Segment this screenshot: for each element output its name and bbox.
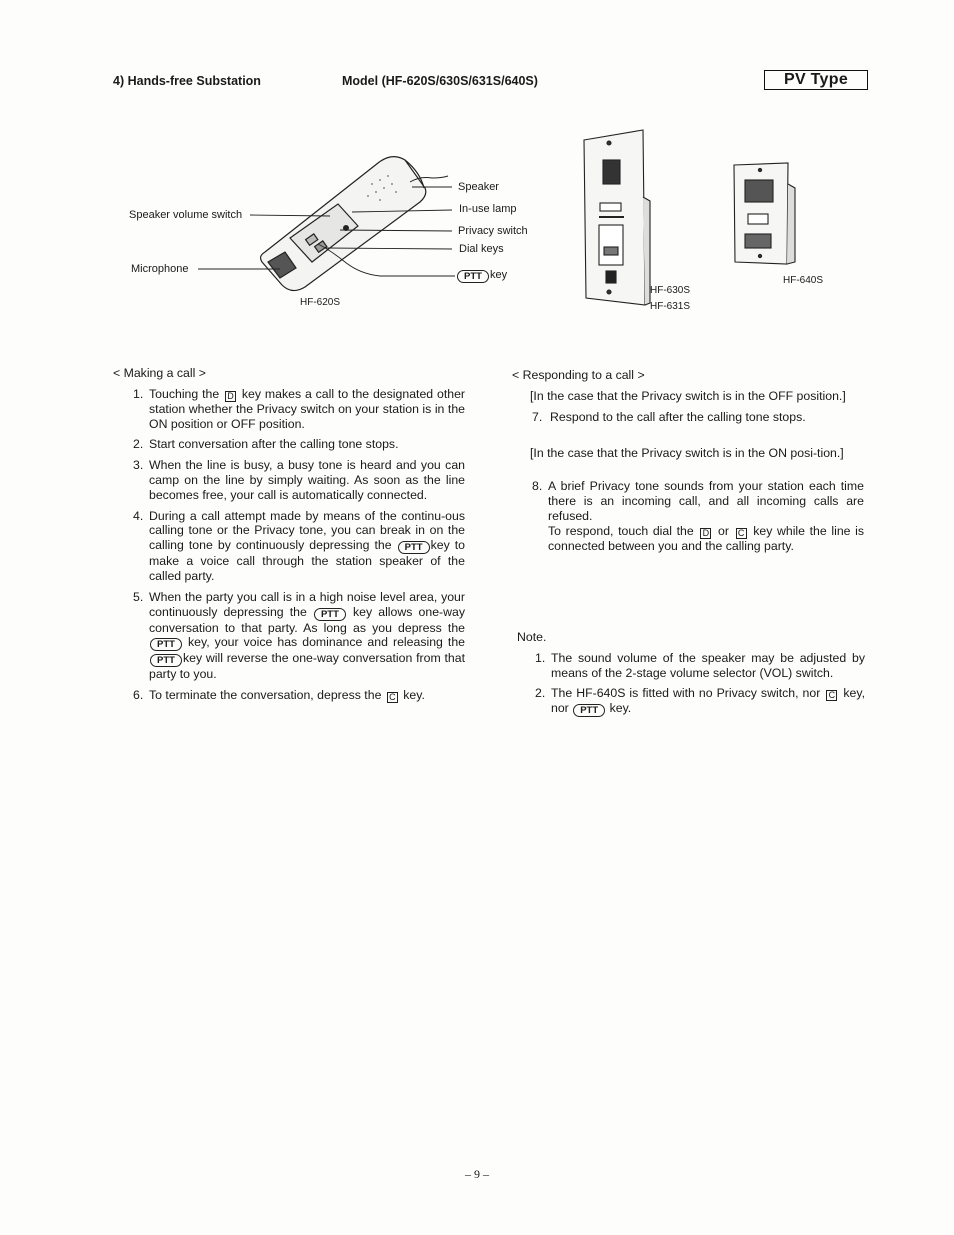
list-item: 3. When the line is busy, a busy tone is heard and you can camp on the line by simply waiting. As soon as the line becomes free, your call is automatically connected. <box>133 458 465 502</box>
ptt-key-symbol: PTT <box>150 654 182 667</box>
label-privacy-switch: Privacy switch <box>458 225 528 237</box>
ptt-key-symbol: PTT <box>573 704 605 717</box>
dial-key-icon: D <box>225 391 236 402</box>
label-in-use-lamp: In-use lamp <box>459 203 517 215</box>
model-title: Model (HF-620S/630S/631S/640S) <box>342 74 538 88</box>
label-ptt-key <box>456 269 507 283</box>
label-speaker-volume-switch: Speaker volume switch <box>129 209 243 221</box>
note-heading: Note. <box>517 630 547 644</box>
list-item: 8. A brief Privacy tone sounds from your station each time there is an incoming call, and all incoming calls are refused. To respond, touch dial the D or C key while the line is connected between you and the calling party. <box>532 479 865 553</box>
list-item: 4. During a call attempt made by means of the continu-ous calling tone or the Privacy tone, you can break in on the calling tone by continuously depressing the PTT key to make a voice call through the station speaker of the called party. <box>133 508 466 583</box>
label-speaker: Speaker <box>458 181 499 193</box>
caption-hf631s: HF-631S <box>650 301 691 312</box>
ptt-key-symbol: PTT <box>150 638 182 651</box>
making-call-heading: < Making a call > <box>113 366 206 380</box>
list-item: 6. To terminate the conversation, depress the C key. <box>133 688 425 703</box>
ptt-key-symbol: PTT <box>457 270 489 283</box>
page-number: – 9 – <box>465 1167 489 1181</box>
responding-call-section <box>512 368 864 559</box>
list-item: 5. When the party you call is in a high noise level area, your continuously depressing the PTT key allows one-way conversation to that party. As long as you depress the PTT key, your voice has dominance and releasing the PTT key will reverse the one-way conversation from that party to you. <box>133 589 466 682</box>
case-off-note: [In the case that the Privacy switch is in the OFF position.] <box>530 388 846 403</box>
label-ptt-key-text: key <box>489 269 508 281</box>
making-call-section <box>113 366 465 709</box>
list-item: 7. Respond to the call after the calling tone stops. <box>532 409 806 424</box>
list-item: 1. The sound volume of the speaker may be adjusted by means of the 2-stage volume selector (VOL) switch. <box>535 650 865 680</box>
c-key-icon: C <box>826 690 837 701</box>
note-section <box>517 630 865 723</box>
c-key-icon: C <box>387 692 398 703</box>
hf630s-drawing <box>584 130 650 305</box>
responding-call-heading: < Responding to a call > <box>512 368 645 382</box>
c-key-icon: C <box>736 528 747 539</box>
ptt-key-symbol: PTT <box>314 608 346 621</box>
dial-key-icon: D <box>700 528 711 539</box>
list-item: 2. The HF-640S is fitted with no Privacy switch, nor C key, nor PTT key. <box>535 686 866 717</box>
label-dial-keys: Dial keys <box>459 243 504 255</box>
section-title: 4) Hands-free Substation <box>113 74 261 88</box>
caption-hf640s: HF-640S <box>783 275 824 286</box>
list-item: 1. Touching the D key makes a call to the designated other station whether the Privacy switch on your station is in the ON position or OFF position. <box>133 386 466 431</box>
caption-hf630s: HF-630S <box>650 285 691 296</box>
case-on-note: [In the case that the Privacy switch is in the ON posi-tion.] <box>530 446 844 461</box>
making-call-list <box>113 387 465 703</box>
hf640s-drawing <box>734 163 795 264</box>
list-item: 2. Start conversation after the calling tone stops. <box>133 437 399 452</box>
caption-hf620s: HF-620S <box>300 297 341 308</box>
label-microphone: Microphone <box>131 263 189 275</box>
type-badge: PV Type <box>764 70 868 90</box>
ptt-key-symbol: PTT <box>398 541 430 554</box>
hf620s-drawing <box>261 157 448 291</box>
